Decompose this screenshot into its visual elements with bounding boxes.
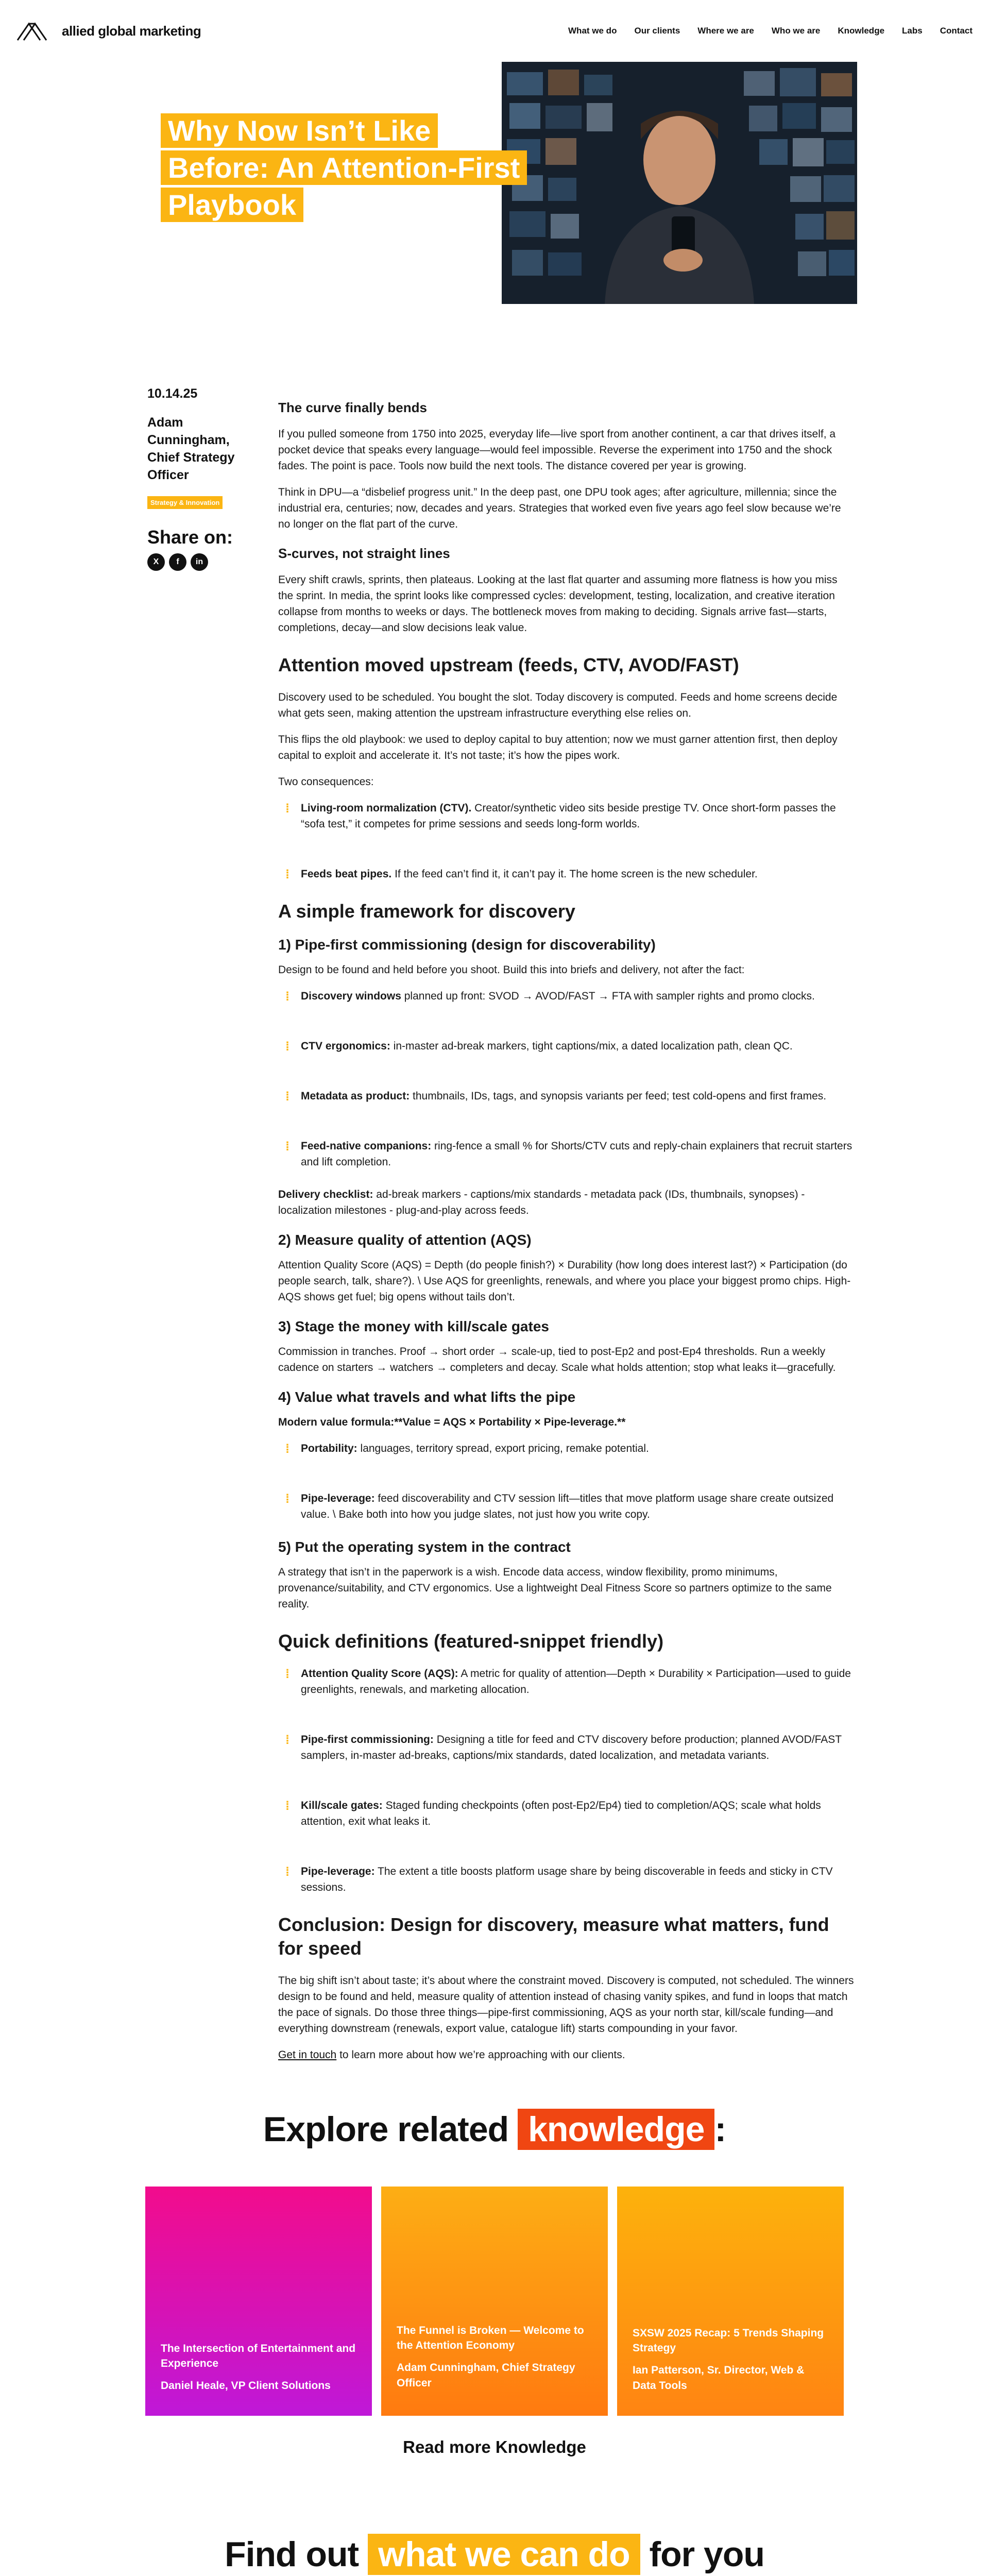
delivery-checklist: Delivery checklist: ad-break markers - captions/mix standards - metadata pack (IDs, thumbnails, synopses) - localization milestones - plug-and-play across feeds. <box>278 1189 805 1216</box>
card-author: Adam Cunningham, Chief Strategy Officer <box>397 2362 575 2389</box>
share-label: Share on: <box>147 527 233 548</box>
card-title: The Intersection of Entertainment and Experience <box>161 2343 356 2369</box>
paragraph: The big shift isn’t about taste; it’s about where the constraint moved. Discovery is computed, not scheduled. The winners design to be found and held, measure quality of attention instead of chasing vanity spikes, and fund in loops that match the pace of signals. Do those three things—pipe-first commissioning, AQS as your north star, kill/scale funding—and everything downstream (renewals, export value, catalogue lift) starts compounding in your favor. <box>278 1975 854 2035</box>
heading-framework: A simple framework for discovery <box>278 901 575 922</box>
article-body <box>278 400 855 2063</box>
bullet-icon: ⁞ <box>285 1442 289 1456</box>
heading-conclusion: Conclusion: Design for discovery, measure what matters, fund for speed <box>278 1914 829 1959</box>
heading-curve: The curve finally bends <box>278 400 427 415</box>
paragraph: Design to be found and held before you shoot. Build this into briefs and delivery, not after the fact: <box>278 964 745 976</box>
list-item: ⁞ Metadata as product: thumbnails, IDs, tags, and synopsis variants per feed; test cold-opens and first frames. <box>285 1090 827 1104</box>
hero-title: Why Now Isn’t Like Before: An Attention-First Playbook <box>161 112 521 224</box>
bullet-icon: ⁞ <box>285 1865 289 1879</box>
paragraph: A strategy that isn’t in the paperwork is a wish. Encode data access, window flexibility, promo minimums, provenance/suitability, and CTV ergonomics. Use a lightweight Deal Fitness Score so partners optimize to the same reality. <box>278 1566 832 1610</box>
related-title: Explore related knowledge : <box>263 2110 726 2149</box>
list-item: ⁞ Living-room normalization (CTV). Creator/synthetic video sits beside prestige TV. Once short-form passes the “sofa test,” it competes for prime sessions and seeds long-form worlds. <box>285 802 836 830</box>
paragraph: Commission in tranches. Proof → short order → scale-up, tied to post-Ep2 and post-Ep4 thresholds. Run a weekly cadence on starters → watchers → completers and decay. Scale what holds attention; stop what leaks it—gracefully. <box>278 1346 836 1374</box>
paragraph: Attention Quality Score (AQS) = Depth (do people finish?) × Durability (how long does interest last?) × Participation (do people search, talk, share?). \ Use AQS for greenlights, renewals, and where you place your biggest promo chips. High-AQS shows get fuel; big opens without tails don’t. <box>278 1259 851 1303</box>
linkedin-share-icon[interactable]: in <box>191 553 208 571</box>
nav-contact[interactable]: Contact <box>940 26 973 36</box>
nav-where-we-are[interactable]: Where we are <box>697 26 754 36</box>
related-cards <box>0 2187 989 2416</box>
nav-who-we-are[interactable]: Who we are <box>771 26 821 36</box>
paragraph: Discovery used to be scheduled. You bought the slot. Today discovery is computed. Feeds and home screens decide what gets seen, making attention the upstream infrastructure everything else relies on. <box>278 691 838 719</box>
heading-contract: 5) Put the operating system in the contract <box>278 1539 571 1555</box>
cta-paragraph: Get in touch to learn more about how we’re approaching with our clients. <box>278 2049 625 2061</box>
consequences-list <box>278 800 855 882</box>
brand-logo[interactable] <box>16 20 201 42</box>
bullet-icon: ⁞ <box>285 1667 289 1681</box>
bullet-icon: ⁞ <box>285 802 289 816</box>
paragraph: If you pulled someone from 1750 into 2025, everyday life—live sport from another continent, a car that drives itself, a pocket device that speaks every language—would feel impossible. Reverse the experiment into 1750 and the shock fades. The point is pace. Tools now build the next tools. The distance covered per year is growing. <box>278 428 836 472</box>
heading-scurves: S-curves, not straight lines <box>278 546 450 561</box>
article-author: Adam Cunningham, Chief Strategy Officer <box>147 415 235 482</box>
definitions-list <box>278 1666 855 1895</box>
bullet-icon: ⁞ <box>285 1799 289 1813</box>
bullet-icon: ⁞ <box>285 868 289 882</box>
heading-pipe-first: 1) Pipe-first commissioning (design for discoverability) <box>278 937 656 953</box>
heading-upstream: Attention moved upstream (feeds, CTV, AVOD/FAST) <box>278 654 739 675</box>
list-item: ⁞ Discovery windows planned up front: SVOD → AVOD/FAST → FTA with sampler rights and promo clocks. <box>285 990 815 1004</box>
paragraph: This flips the old playbook: we used to deploy capital to buy attention; now we must garner attention first, then deploy capital to exploit and accelerate it. It’s not taste; it’s how the pipes work. <box>278 734 838 761</box>
list-item: ⁞ Kill/scale gates: Staged funding checkpoints (often post-Ep2/Ep4) tied to completion/AQS; scale what holds attention, exit what leaks it. <box>285 1799 821 1827</box>
nav-labs[interactable]: Labs <box>902 26 923 36</box>
heading-definitions: Quick definitions (featured-snippet friendly) <box>278 1631 664 1652</box>
hero-image <box>502 62 857 304</box>
related-card[interactable] <box>145 2187 372 2416</box>
list-item: ⁞ CTV ergonomics: in-master ad-break markers, tight captions/mix, a dated localization path, clean QC. <box>285 1040 793 1054</box>
card-title: The Funnel is Broken — Welcome to the Attention Economy <box>397 2325 584 2351</box>
pipe-first-list <box>278 988 855 1170</box>
list-item: ⁞ Attention Quality Score (AQS): A metric for quality of attention—Depth × Durability × Participation—used to guide greenlights, renewals, and marketing allocation. <box>285 1667 851 1696</box>
get-in-touch-link[interactable]: Get in touch <box>278 2049 337 2061</box>
nav-knowledge[interactable]: Knowledge <box>838 26 885 36</box>
category-tag[interactable]: Strategy & Innovation <box>147 496 223 509</box>
list-item: ⁞ Portability: languages, territory spread, export pricing, remake potential. <box>285 1442 649 1456</box>
card-author: Daniel Heale, VP Client Solutions <box>161 2380 331 2392</box>
related-card[interactable] <box>381 2187 608 2416</box>
man-with-phone-screens-image <box>502 62 857 304</box>
contact-section <box>0 2534 989 2576</box>
hero <box>0 62 989 309</box>
logo-mark-icon <box>16 20 58 42</box>
paragraph: Every shift crawls, sprints, then plateaus. Looking at the last flat quarter and assuming more flatness is how you miss the sprint. In media, the sprint looks like compressed cycles: development, testing, localization, and creative iteration collapse from months to weeks or days. The bottleneck moves from making to deciding. Signals arrive fast—starts, completions, decay—and slow decisions leak value. <box>278 574 838 634</box>
heading-measure: 2) Measure quality of attention (AQS) <box>278 1232 532 1248</box>
bullet-icon: ⁞ <box>285 1040 289 1054</box>
brand-name: allied global marketing <box>62 23 201 39</box>
nav-what-we-do[interactable]: What we do <box>568 26 617 36</box>
bullet-icon: ⁞ <box>285 1090 289 1104</box>
paragraph: Modern value formula:**Value = AQS × Portability × Pipe-leverage.** <box>278 1416 626 1428</box>
list-item: ⁞ Pipe-leverage: The extent a title boosts platform usage share by being discoverable in feeds and sticky in CTV sessions. <box>285 1865 833 1893</box>
list-item: ⁞ Feed-native companions: ring-fence a small % for Shorts/CTV cuts and reply-chain explainers that recruit starters and lift completion. <box>285 1140 852 1168</box>
x-share-icon[interactable]: X <box>147 553 165 571</box>
bullet-icon: ⁞ <box>285 1140 289 1154</box>
bullet-icon: ⁞ <box>285 990 289 1004</box>
related-card[interactable] <box>617 2187 844 2416</box>
card-title: SXSW 2025 Recap: 5 Trends Shaping Strategy <box>633 2327 824 2354</box>
heading-stage: 3) Stage the money with kill/scale gates <box>278 1318 549 1334</box>
article-meta <box>147 386 255 571</box>
nav-our-clients[interactable]: Our clients <box>634 26 680 36</box>
value-list <box>278 1440 855 1522</box>
paragraph: Think in DPU—a “disbelief progress unit.” In the deep past, one DPU took ages; after agriculture, millennia; since the industrial era, centuries; now, decades and years. Strategies that worked even five years ago feel slow because we’re no longer on the flat part of the curve. <box>278 486 841 530</box>
card-author: Ian Patterson, Sr. Director, Web & Data Tools <box>633 2364 805 2392</box>
contact-title: Find out what we can do for you <box>225 2535 764 2574</box>
paragraph: Two consequences: <box>278 776 374 788</box>
heading-value: 4) Value what travels and what lifts the pipe <box>278 1389 576 1405</box>
main-nav <box>568 26 973 36</box>
related-knowledge <box>0 2109 989 2457</box>
bullet-icon: ⁞ <box>285 1733 289 1747</box>
article <box>0 309 989 2063</box>
read-more-link[interactable]: Read more Knowledge <box>403 2437 586 2456</box>
facebook-share-icon[interactable]: f <box>169 553 186 571</box>
bullet-icon: ⁞ <box>285 1492 289 1506</box>
list-item: ⁞ Pipe-first commissioning: Designing a title for feed and CTV discovery before production; planned AVOD/FAST samplers, in-master ad-breaks, captions/mix standards, dated localization, and metadata variants. <box>285 1733 842 1761</box>
list-item: ⁞ Pipe-leverage: feed discoverability and CTV session lift—titles that move platform usage share create outsized value. \ Bake both into how you judge slates, not just how you write copy. <box>285 1492 834 1520</box>
site-header <box>0 0 989 62</box>
list-item: ⁞ Feeds beat pipes. If the feed can’t find it, it can’t pay it. The home screen is the new scheduler. <box>285 868 758 882</box>
article-date: 10.14.25 <box>147 386 198 401</box>
share-icons <box>147 553 255 571</box>
